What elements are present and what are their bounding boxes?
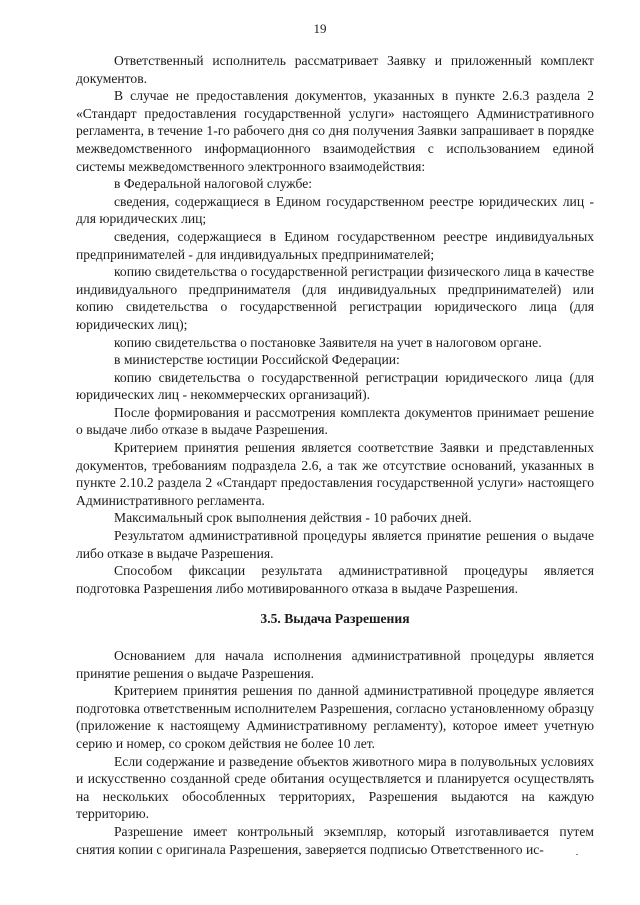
paragraph: Результатом административной процедуры является принятие решения о выдаче либо отказе в выдаче Разрешения. [76, 528, 594, 561]
scan-speck [576, 854, 578, 855]
paragraph: Критерием принятия решения является соответствие Заявки и представленных документов, требованиям подраздела 2.6, а так же отсутствие оснований, указанных в пункте 2.10.2 раздела 2 «Стандарт предоставления государственной услуги» настоящего Административного регламента. [76, 440, 594, 508]
paragraphs-after-heading [76, 647, 594, 858]
paragraph: Ответственный исполнитель рассматривает Заявку и приложенный комплект документов. [76, 53, 594, 86]
paragraph: В случае не предоставления документов, указанных в пункте 2.6.3 раздела 2 «Стандарт предоставления государственной услуги» настоящего Административного регламента, в течение 1-го рабочего дня со дня получения Заявки запрашивает в порядке межведомственного информационного взаимодействия с использованием единой системы межведомственного электронного взаимодействия: [76, 88, 594, 174]
paragraph: сведения, содержащиеся в Едином государственном реестре юридических лиц - для юридических лиц; [76, 193, 594, 227]
page-number: 19 [313, 21, 327, 36]
section-heading: 3.5. Выдача Разрешения [260, 611, 410, 627]
paragraph: Способом фиксации результата административной процедуры является подготовка Разрешения либо мотивированного отказа в выдаче Разрешения. [76, 563, 594, 596]
paragraph: копию свидетельства о постановке Заявителя на учет в налоговом органе. [114, 334, 542, 350]
paragraph: сведения, содержащиеся в Едином государственном реестре индивидуальных предпринимателей - для индивидуальных предпринимателей; [76, 228, 594, 262]
paragraph: После формирования и рассмотрения комплекта документов принимает решение о выдаче либо отказе в выдаче Разрешения. [76, 404, 594, 438]
paragraph: в министерстве юстиции Российской Федерации: [114, 352, 400, 368]
paragraph: Разрешение имеет контрольный экземпляр, который изготавливается путем снятия копии с оригинала Разрешения, заверяется подписью Ответственного ис- [76, 823, 594, 857]
paragraph: Максимальный срок выполнения действия - 10 рабочих дней. [114, 510, 472, 526]
paragraph: в Федеральной налоговой службе: [114, 176, 313, 192]
paragraph: копию свидетельства о государственной регистрации физического лица в качестве индивидуального предпринимателя (для индивидуальных предпринимателей) или копию свидетельства о государственной регистрации юридического лица (для юридических лиц); [76, 264, 594, 332]
paragraph: Если содержание и разведение объектов животного мира в полувольных условиях и искусственно созданной среде обитания осуществляется и планируется осуществлять на нескольких обособленных территориях, Разрешения выдаются на каждую территорию. [76, 753, 594, 822]
paragraph: Основанием для начала исполнения административной процедуры является принятие решения о выдаче Разрешения. [76, 648, 594, 681]
document-body [76, 52, 594, 858]
paragraphs-before-heading [76, 52, 594, 597]
paragraph: Критерием принятия решения по данной административной процедуре является подготовка ответственным исполнителем Разрешения, согласно установленному образцу (приложение к настоящему Административному регламенту), которое имеет учетную серию и номер, со сроком действия не более 10 лет. [76, 683, 594, 751]
paragraph: копию свидетельства о государственной регистрации юридического лица (для юридических лиц - некоммерческих организаций). [76, 369, 594, 403]
